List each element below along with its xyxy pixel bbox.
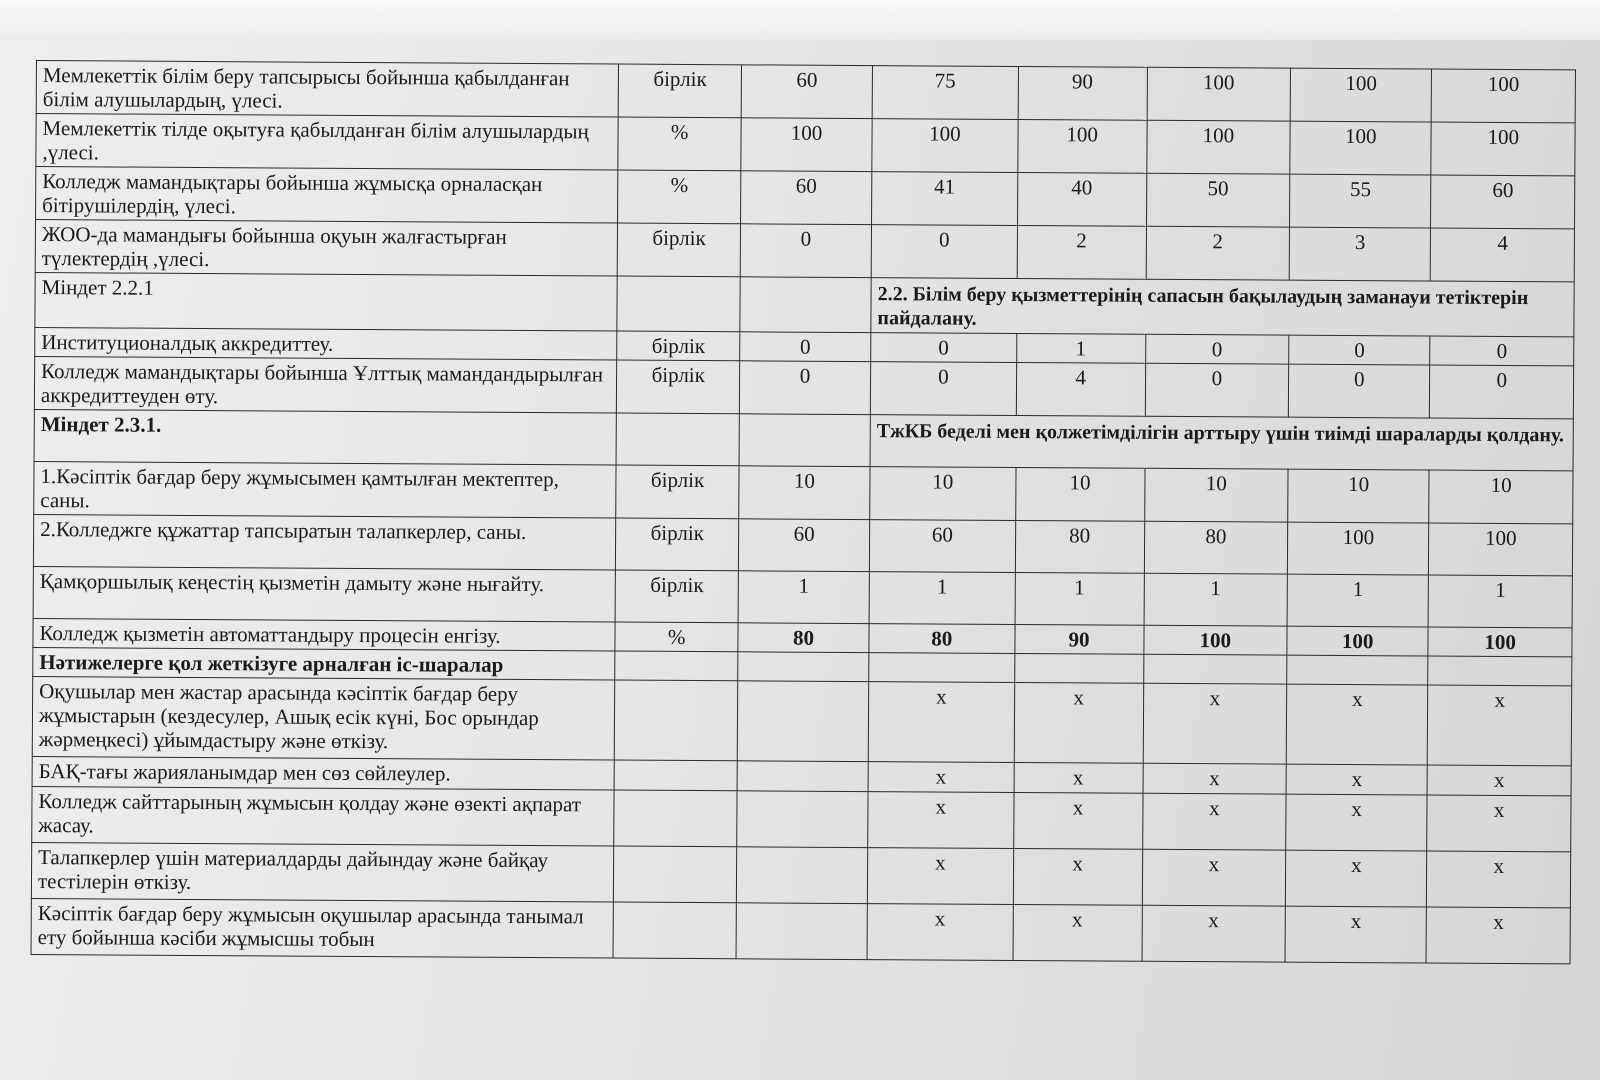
mark-cell: х	[1285, 850, 1427, 907]
empty-cell	[739, 414, 870, 467]
value-cell: 0	[1289, 335, 1431, 365]
value-cell: 100	[1428, 627, 1572, 657]
mark-cell: х	[1014, 762, 1143, 793]
indicator-name-cell: Қамқоршылық кеңестің қызметін дамыту және нығайту.	[33, 566, 616, 622]
value-cell: 10	[739, 466, 870, 520]
value-cell: 0	[1430, 365, 1574, 419]
value-cell: 55	[1290, 174, 1432, 228]
value-cell: 0	[1145, 334, 1289, 364]
value-cell: 1	[1016, 333, 1145, 363]
value-cell: 10	[1144, 468, 1288, 522]
empty-cell	[614, 760, 737, 791]
task-title-cell: ТжКБ беделі мен қолжетімділігін арттыру үшін тиімді шараларды қолдану.	[870, 415, 1573, 471]
empty-cell	[736, 903, 867, 960]
table-row	[34, 461, 1573, 523]
unit-cell: %	[618, 170, 741, 224]
empty-cell	[616, 413, 739, 466]
value-cell: 0	[740, 332, 871, 362]
unit-cell: %	[618, 117, 741, 171]
mark-cell: х	[1143, 763, 1287, 794]
mark-cell: х	[868, 762, 1014, 793]
indicator-name-cell: Мемлекеттік тілде оқытуға қабылданған білім алушылардың ,үлесі.	[36, 114, 619, 171]
value-cell: 80	[1015, 520, 1144, 573]
value-cell: 4	[1016, 362, 1145, 416]
indicator-name-cell: ЖОО-да мамандығы бойынша оқуын жалғастырған түлектердің ,үлесі.	[35, 220, 618, 277]
task-label-cell: Міндет 2.2.1	[35, 272, 618, 331]
value-cell: 1	[738, 571, 869, 624]
value-cell: 1	[1015, 572, 1144, 625]
paper-top-edge	[0, 0, 1600, 40]
empty-cell	[737, 681, 869, 762]
value-cell: 50	[1146, 173, 1290, 227]
value-cell: 60	[869, 520, 1015, 573]
mark-cell: х	[1142, 849, 1286, 906]
empty-cell	[736, 847, 867, 904]
indicator-name-cell: Институционалдық аккредиттеу.	[35, 327, 617, 360]
empty-cell	[737, 791, 868, 848]
empty-cell	[740, 277, 871, 333]
mark-cell: х	[1428, 685, 1572, 766]
value-cell: 100	[1290, 121, 1432, 175]
task-row	[35, 272, 1574, 336]
value-cell: 41	[872, 172, 1018, 226]
measure-row	[31, 842, 1570, 907]
empty-cell	[1287, 655, 1429, 685]
measure-name-cell: Колледж сайттарының жұмысын қолдау және өзекті ақпарат жасау.	[32, 786, 615, 846]
unit-cell: бірлік	[618, 223, 741, 277]
value-cell: 100	[1287, 626, 1429, 656]
mark-cell: х	[1013, 848, 1142, 905]
value-cell: 0	[871, 225, 1017, 279]
task-title-cell: 2.2. Білім беру қызметтерінің сапасын бақылаудың заманауи тетіктерін пайдалану.	[871, 278, 1574, 337]
unit-cell: бірлік	[617, 331, 740, 361]
value-cell: 10	[870, 467, 1016, 521]
indicator-name-cell: 2.Колледжге құжаттар тапсыратын талапкерлер, саны.	[33, 514, 616, 570]
value-cell: 90	[1018, 66, 1147, 120]
value-cell: 0	[1288, 364, 1430, 418]
table-row	[33, 514, 1572, 575]
mark-cell: х	[1286, 764, 1428, 795]
value-cell: 100	[1432, 69, 1576, 123]
value-cell: 80	[1144, 521, 1288, 574]
document-sheet	[30, 60, 1576, 999]
empty-cell	[1014, 653, 1143, 683]
value-cell: 100	[741, 118, 872, 172]
empty-cell	[1143, 654, 1287, 684]
unit-cell: бірлік	[616, 518, 739, 571]
measure-name-cell: БАҚ-тағы жарияланымдар мен сөз сөйлеулер.	[32, 756, 614, 790]
unit-cell: %	[615, 622, 738, 652]
empty-cell	[738, 652, 869, 682]
value-cell: 100	[872, 119, 1018, 173]
value-cell: 100	[1429, 523, 1573, 576]
mark-cell: х	[1286, 794, 1428, 851]
empty-cell	[617, 276, 740, 332]
value-cell: 2	[1017, 225, 1146, 279]
indicator-name-cell: 1.Кәсіптік бағдар беру жұмысымен қамтылған мектептер, саны.	[34, 461, 617, 518]
mark-cell: х	[1286, 684, 1428, 765]
unit-cell: бірлік	[618, 64, 741, 118]
value-cell: 75	[872, 66, 1018, 120]
table-row	[33, 566, 1572, 627]
empty-cell	[614, 846, 737, 903]
mark-cell: х	[1013, 904, 1142, 961]
empty-cell	[1428, 656, 1572, 686]
value-cell: 2	[1146, 226, 1290, 280]
value-cell: 60	[738, 519, 869, 572]
mark-cell: х	[868, 682, 1014, 763]
measures-header-cell: Нәтижелерге қол жеткізуге арналған іс-шаралар	[33, 647, 615, 680]
mark-cell: х	[1013, 792, 1142, 849]
table-row	[35, 220, 1574, 282]
indicator-name-cell: Мемлекеттік білім беру тапсырысы бойынша қабылданған білім алушылардың, үлесі.	[36, 61, 619, 118]
measure-name-cell: Кәсіптік бағдар беру жұмысын оқушылар арасында танымал ету бойынша кәсіби жұмысшы тобын	[31, 898, 614, 958]
value-cell: 4	[1431, 228, 1575, 282]
empty-cell	[737, 761, 868, 792]
value-cell: 10	[1288, 469, 1430, 523]
value-cell: 100	[1017, 119, 1146, 173]
mark-cell: х	[1426, 907, 1570, 964]
mark-cell: х	[1143, 683, 1287, 764]
indicators-table	[31, 60, 1576, 964]
value-cell: 0	[740, 224, 871, 278]
unit-cell: бірлік	[617, 360, 740, 414]
mark-cell: х	[868, 792, 1014, 849]
value-cell: 1	[869, 572, 1015, 625]
value-cell: 0	[871, 333, 1017, 363]
value-cell: 1	[1287, 574, 1429, 627]
table-row	[36, 61, 1575, 123]
mark-cell: х	[1427, 851, 1571, 908]
mark-cell: х	[1014, 682, 1143, 763]
value-cell: 3	[1289, 227, 1431, 281]
value-cell: 10	[1015, 467, 1144, 521]
value-cell: 80	[869, 624, 1015, 654]
value-cell: 0	[1145, 363, 1289, 417]
measure-name-cell: Талапкерлер үшін материалдарды дайындау және байқау тестілерін өткізу.	[31, 842, 614, 902]
value-cell: 100	[1143, 625, 1287, 655]
value-cell: 60	[741, 65, 872, 119]
measure-row	[31, 898, 1570, 963]
value-cell: 1	[1429, 575, 1573, 628]
table-row	[36, 167, 1575, 229]
empty-cell	[614, 790, 737, 847]
value-cell: 100	[1287, 522, 1429, 575]
mark-cell: х	[867, 904, 1013, 961]
value-cell: 0	[1430, 336, 1574, 366]
measure-row	[32, 676, 1571, 765]
value-cell: 60	[741, 171, 872, 225]
value-cell: 40	[1017, 172, 1146, 226]
value-cell: 100	[1290, 68, 1432, 122]
empty-cell	[615, 680, 738, 761]
table-row	[34, 356, 1573, 418]
mark-cell: х	[1427, 765, 1571, 796]
mark-cell: х	[1142, 793, 1286, 850]
indicator-name-cell: Колледж қызметін автоматтандыру процесін енгізу.	[33, 618, 615, 651]
mark-cell: х	[1427, 795, 1571, 852]
table-row	[36, 114, 1575, 176]
measure-row	[32, 786, 1571, 851]
value-cell: 1	[1144, 573, 1288, 626]
mark-cell: х	[1285, 906, 1427, 963]
measure-name-cell: Оқушылар мен жастар арасында кәсіптік бағдар беру жұмыстарын (кездесулер, Ашық есік күні, Бос орындар жәрмеңкесі) ұйымдастыру және өткізу.	[32, 676, 615, 760]
unit-cell: бірлік	[616, 465, 739, 519]
value-cell: 0	[870, 362, 1016, 416]
value-cell: 10	[1429, 470, 1573, 524]
value-cell: 90	[1015, 624, 1144, 654]
indicator-name-cell: Колледж мамандықтары бойынша Ұлттық мамандандырылған аккредиттеуден өту.	[34, 356, 617, 413]
mark-cell: х	[1142, 905, 1286, 962]
value-cell: 100	[1146, 120, 1290, 174]
task-label-cell: Міндет 2.3.1.	[34, 409, 617, 465]
empty-cell	[869, 653, 1015, 683]
value-cell: 0	[739, 361, 870, 415]
value-cell: 60	[1431, 175, 1575, 229]
indicator-name-cell: Колледж мамандықтары бойынша жұмысқа орналасқан бітірушілердің, үлесі.	[36, 167, 619, 224]
value-cell: 80	[738, 623, 869, 653]
task-row	[34, 409, 1573, 470]
value-cell: 100	[1431, 122, 1575, 176]
mark-cell: х	[867, 848, 1013, 905]
value-cell: 100	[1147, 67, 1291, 121]
unit-cell: бірлік	[615, 570, 738, 623]
empty-cell	[615, 651, 738, 681]
empty-cell	[613, 902, 736, 959]
